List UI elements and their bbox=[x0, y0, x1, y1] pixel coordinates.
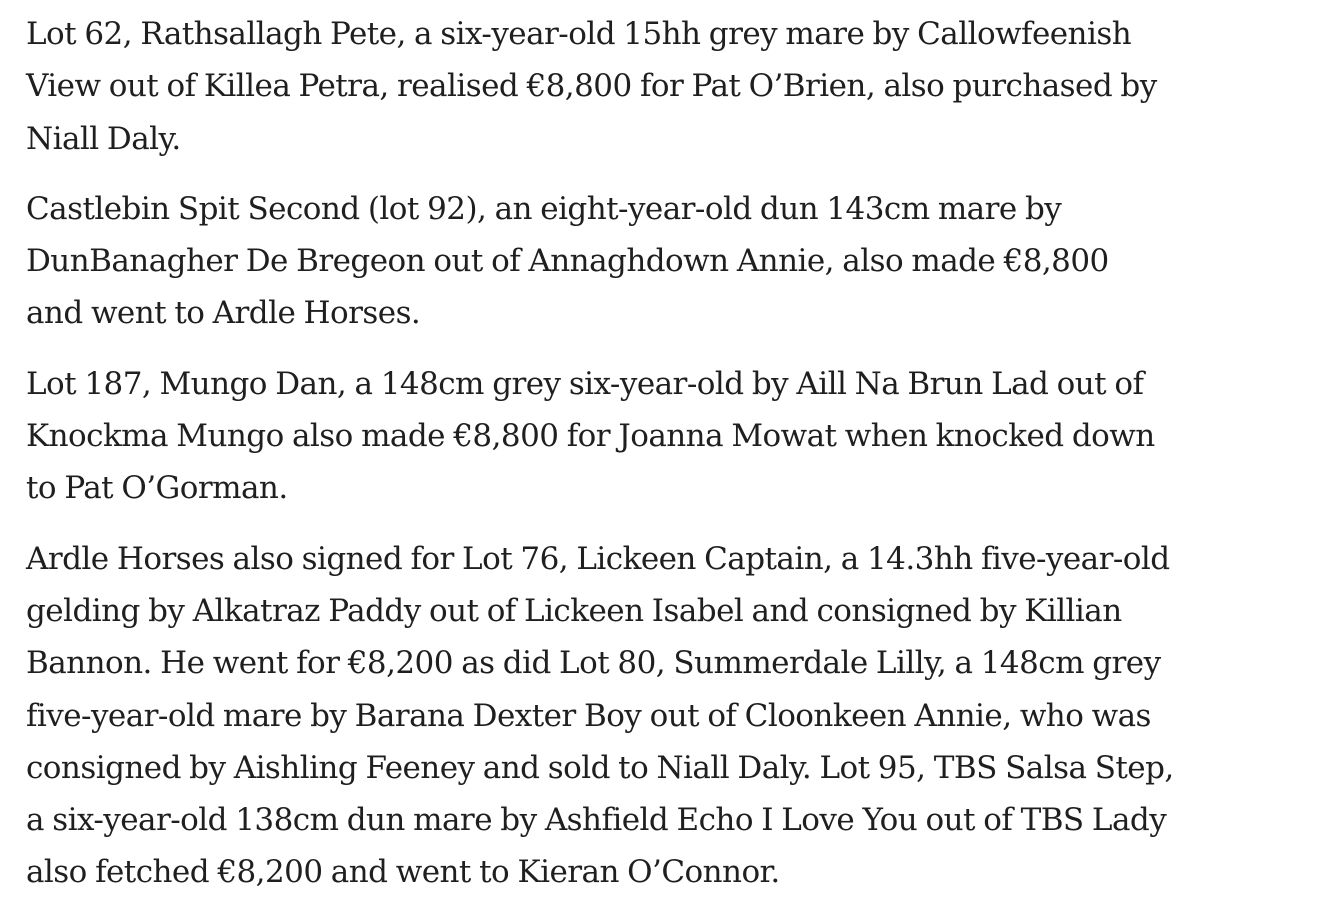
paragraph-line: consigned by Aishling Feeney and sold to Niall Daly. Lot 95, TBS Salsa Step, bbox=[26, 749, 1174, 786]
paragraph-line: also fetched €8,200 and went to Kieran O’Connor. bbox=[26, 854, 780, 891]
paragraph-line: to Pat O’Gorman. bbox=[26, 470, 288, 507]
paragraph-line: DunBanagher De Bregeon out of Annaghdown Annie, also made €8,800 bbox=[26, 243, 1109, 280]
paragraph-line: Ardle Horses also signed for Lot 76, Lickeen Captain, a 14.3hh five-year-old bbox=[26, 540, 1170, 577]
paragraph-line: Knockma Mungo also made €8,800 for Joanna Mowat when knocked down bbox=[26, 418, 1155, 455]
paragraph-line: a six-year-old 138cm dun mare by Ashfield Echo I Love You out of TBS Lady bbox=[26, 802, 1167, 839]
paragraph-line: Castlebin Spit Second (lot 92), an eight-year-old dun 143cm mare by bbox=[26, 190, 1062, 227]
paragraph-line: View out of Killea Petra, realised €8,800 for Pat O’Brien, also purchased by bbox=[26, 68, 1157, 105]
paragraph-line: Niall Daly. bbox=[26, 120, 181, 157]
paragraph-line: and went to Ardle Horses. bbox=[26, 295, 421, 332]
paragraph-line: Lot 62, Rathsallagh Pete, a six-year-old 15hh grey mare by Callowfeenish bbox=[26, 16, 1132, 52]
article-body bbox=[26, 8, 1266, 917]
paragraph-line: Lot 187, Mungo Dan, a 148cm grey six-year-old by Aill Na Brun Lad out of bbox=[26, 365, 1144, 402]
paragraph-ardle-horses bbox=[26, 533, 1266, 899]
paragraph-line: five-year-old mare by Barana Dexter Boy out of Cloonkeen Annie, who was bbox=[26, 697, 1151, 734]
paragraph-line: Bannon. He went for €8,200 as did Lot 80, Summerdale Lilly, a 148cm grey bbox=[26, 645, 1161, 682]
paragraph-line: gelding by Alkatraz Paddy out of Lickeen Isabel and consigned by Killian bbox=[26, 592, 1122, 629]
paragraph-lot-62 bbox=[26, 8, 1266, 165]
paragraph-castlebin-spit-second bbox=[26, 183, 1266, 340]
paragraph-lot-187 bbox=[26, 358, 1266, 515]
